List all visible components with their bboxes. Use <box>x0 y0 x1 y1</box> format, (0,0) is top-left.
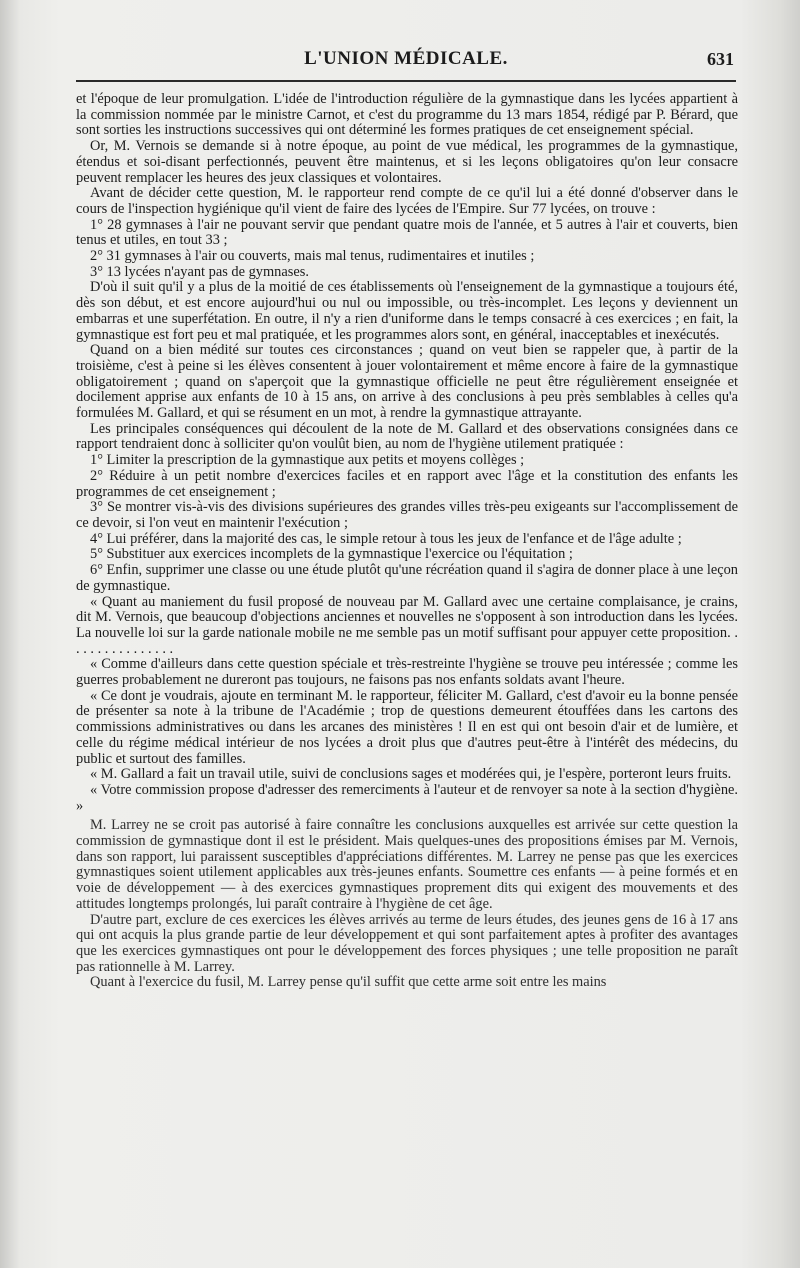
paragraph: Quant à l'exercice du fusil, M. Larrey pense qu'il suffit que cette arme soit entre les mains <box>90 974 607 991</box>
list-item: 3° 13 lycées n'ayant pas de gymnases. <box>90 263 309 280</box>
list-item: 5° Substituer aux exercices incomplets de la gymnastique l'exercice ou l'équitation ; <box>90 546 573 563</box>
list-item: 2° Réduire à un petit nombre d'exercices faciles et en rapport avec l'âge et la constitution des enfants les programmes de cet enseignement ; <box>76 467 738 500</box>
list-item: 1° 28 gymnases à l'air ne pouvant servir que pendant quatre mois de l'année, et 5 autres à l'air et couverts, bien tenus et utiles, en tout 33 ; <box>76 216 738 249</box>
quote-paragraph: « M. Gallard a fait un travail utile, suivi de conclusions sages et modérées qui, je l'espère, porteront leurs fruits. <box>90 766 732 783</box>
running-header <box>76 44 736 76</box>
page-number: 631 <box>707 49 734 69</box>
paragraph: D'où il suit qu'il y a plus de la moitié de ces établissements où l'enseignement de la gymnastique a toujours été, dès son début, et est encore aujourd'hui ou nul ou impossible, ou très-incomplet. Les leçons y deviennent un embarras et une superfétation. En outre, il n'y a rien d'uniforme dans le temps consacré à ces exercices ; en fait, la gymnastique est fort peu et mal pratiquée, et les programmes alors sont, en général, inacceptables et inexécutés. <box>76 279 738 343</box>
quote-paragraph: « Votre commission propose d'adresser des remerciments à l'auteur et de renvoyer sa note à la section d'hygiène. » <box>76 781 738 814</box>
paragraph: Avant de décider cette question, M. le rapporteur rend compte de ce qu'il lui a été donné d'observer dans le cours de l'inspection hygiénique qu'il vient de faire des lycées de l'Empire. Sur 77 lycées, on trouve : <box>76 185 738 217</box>
paragraph: Quand on a bien médité sur toutes ces circonstances ; quand on veut bien se rappeler que, à partir de la troisième, c'est à peine si les élèves consentent à jouer volontairement et même encore à faire de la gymnastique obligatoirement ; quand on s'aperçoit que la gymnastique officielle ne peut être régulièrement enseignée et docilement apprise aux enfants de 10 à 15 ans, on arrive à des conclusions à peu près semblables à celles qu'a formulées M. Gallard, et qui se résument en un mot, à rendre la gymnastique attrayante. <box>76 342 738 422</box>
quote-paragraph: « Ce dont je voudrais, ajoute en terminant M. le rapporteur, féliciter M. Gallard, c'est d'avoir eu la bonne pensée de présenter sa note à la tribune de l'Académie ; trop de questions demeurent étouffées dans les cartons des commissions administratives ou dans les arcanes des ministères ! Il en est qui ont besoin d'air et de lumière, et celle du régime médical intérieur de nos lycées a droit plus que d'autres peut-être à l'intérêt des médecins, du public et surtout des familles. <box>76 687 738 767</box>
journal-title: L'UNION MÉDICALE. <box>304 48 508 69</box>
list-item: 2° 31 gymnases à l'air ou couverts, mais mal tenus, rudimentaires et inutiles ; <box>90 248 535 265</box>
header-rule <box>76 80 736 82</box>
list-item: 4° Lui préférer, dans la majorité des cas, le simple retour à tous les jeux de l'enfance et de l'âge adulte ; <box>90 530 682 547</box>
paragraph: Or, M. Vernois se demande si à notre époque, au point de vue médical, les programmes de la gymnastique, étendus et soi-disant perfectionnés, peuvent être maintenus, et si les leçons obligatoires qu'on leur consacre peuvent remplacer les heures des jeux classiques et volontaires. <box>76 138 738 186</box>
paragraph: D'autre part, exclure de ces exercices les élèves arrivés au terme de leurs études, des jeunes gens de 16 à 17 ans qui ont acquis la plus grande partie de leur développement et qui sont parfaitement aptes à profiter des avantages que les exercices gymnastiques ont pour le développement des forces physiques ; une telle proposition ne paraît pas rationnelle à M. Larrey. <box>76 911 738 975</box>
list-item: 6° Enfin, supprimer une classe ou une étude plutôt qu'une récréation quand il s'agira de donner place à une leçon de gymnastique. <box>76 562 738 594</box>
paragraph: M. Larrey ne se croit pas autorisé à faire connaître les conclusions auxquelles est arrivée sur cette question la commission de gymnastique dont il est le président. Mais quelques-unes des propositions émises par M. Vernois, dans son rapport, lui paraissent susceptibles d'appréciations différentes. M. Larrey ne pense pas que les exercices gymnastiques soient utilement applicables aux très-jeunes enfants. Soumettre ces enfants — à peine formés et en voie de développement — à des exercices gymnastiques proprement dits qui exigent des mouvements et des attitudes longtemps prolongés, lui paraît contraire à l'hygiène de cet âge. <box>76 817 738 912</box>
quote-paragraph: « Quant au maniement du fusil proposé de nouveau par M. Gallard avec une certaine complaisance, je crains, dit M. Vernois, que beaucoup d'objections anciennes et nouvelles ne s'opposent à son introduction dans les lycées. La nouvelle loi sur la garde nationale mobile ne me semble pas un motif suffisant pour appuyer cette proposition. . . . . . . . . . . . . . . . <box>76 593 738 657</box>
paragraph: Les principales conséquences qui découlent de la note de M. Gallard et des observations consignées dans ce rapport tendraient donc à solliciter qu'on voulût bien, au nom de l'hygiène utilement pratiquée : <box>76 420 738 453</box>
body-text <box>76 92 738 991</box>
list-item: 3° Se montrer vis-à-vis des divisions supérieures des grandes villes très-peu exigeants sur l'accomplissement de ce devoir, si l'on veut en maintenir l'exécution ; <box>76 499 738 531</box>
list-item: 1° Limiter la prescription de la gymnastique aux petits et moyens collèges ; <box>90 452 525 469</box>
paragraph: et l'époque de leur promulgation. L'idée de l'introduction régulière de la gymnastique dans les lycées appartient à la commission nommée par le ministre Carnot, et c'est du programme du 13 mars 1854, rédigé par P. Bérard, que sont sorties les instructions successives qui ont déterminé les formes pratiques de cet enseignement spécial. <box>76 91 738 139</box>
quote-paragraph: « Comme d'ailleurs dans cette question spéciale et très-restreinte l'hygiène se trouve peu intéressée ; comme les guerres probablement ne dureront pas toujours, ne faisons pas nos enfants soldats avant l'heure. <box>76 656 738 689</box>
